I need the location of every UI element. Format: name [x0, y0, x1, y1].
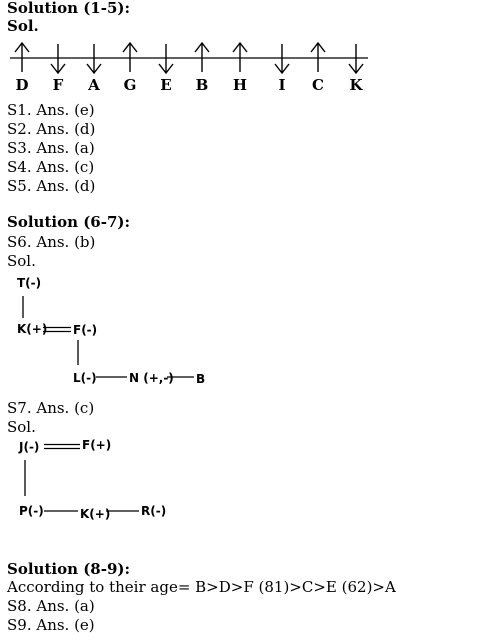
arrangement-letter-f: F: [52, 76, 64, 94]
answer-s6: S6. Ans. (b): [7, 233, 96, 251]
arrangement-letter-b: B: [195, 76, 209, 94]
answer-s5: S5. Ans. (d): [7, 177, 96, 195]
arrangement-letter-g: G: [123, 76, 137, 94]
arrangement-letter-d: D: [15, 76, 29, 94]
node-t: T(-): [17, 276, 42, 290]
arrangement-letter-i: I: [278, 76, 286, 94]
node-k: K(+): [17, 322, 48, 336]
answer-s7: S7. Ans. (c): [7, 399, 95, 417]
arrangement-letter-a: A: [88, 76, 100, 94]
solution-6-7-heading: Solution (6-7):: [7, 213, 131, 231]
answer-s8: S8. Ans. (a): [7, 597, 95, 615]
answer-s1: S1. Ans. (e): [7, 101, 95, 119]
node-r: R(-): [141, 504, 167, 518]
solution-8-9-heading: Solution (8-9):: [7, 560, 131, 578]
age-order-line: According to their age= B>D>F (81)>C>E (62)>A: [7, 578, 396, 596]
arrangement-letter-h: H: [232, 76, 248, 94]
solution-1-5-heading: Solution (1-5):: [7, 0, 131, 17]
arrangement-letter-c: C: [312, 76, 324, 94]
arrangement-letter-e: E: [160, 76, 172, 94]
node-n: N (+,-): [129, 371, 174, 385]
node-l: L(-): [73, 371, 97, 385]
sol-label: Sol.: [7, 17, 39, 35]
node-b: B: [196, 372, 206, 386]
answer-s3: S3. Ans. (a): [7, 139, 95, 157]
node-k: K(+): [80, 507, 111, 521]
node-f: F(+): [82, 438, 112, 452]
answer-s4: S4. Ans. (c): [7, 158, 95, 176]
answer-s2: S2. Ans. (d): [7, 120, 96, 138]
node-p: P(-): [19, 504, 44, 518]
sol-label: Sol.: [7, 418, 36, 436]
answer-s9: S9. Ans. (e): [7, 616, 95, 634]
arrangement-letter-k: K: [349, 76, 363, 94]
node-f: F(-): [73, 323, 98, 337]
node-j: J(-): [19, 440, 40, 454]
sol-label: Sol.: [7, 252, 36, 270]
